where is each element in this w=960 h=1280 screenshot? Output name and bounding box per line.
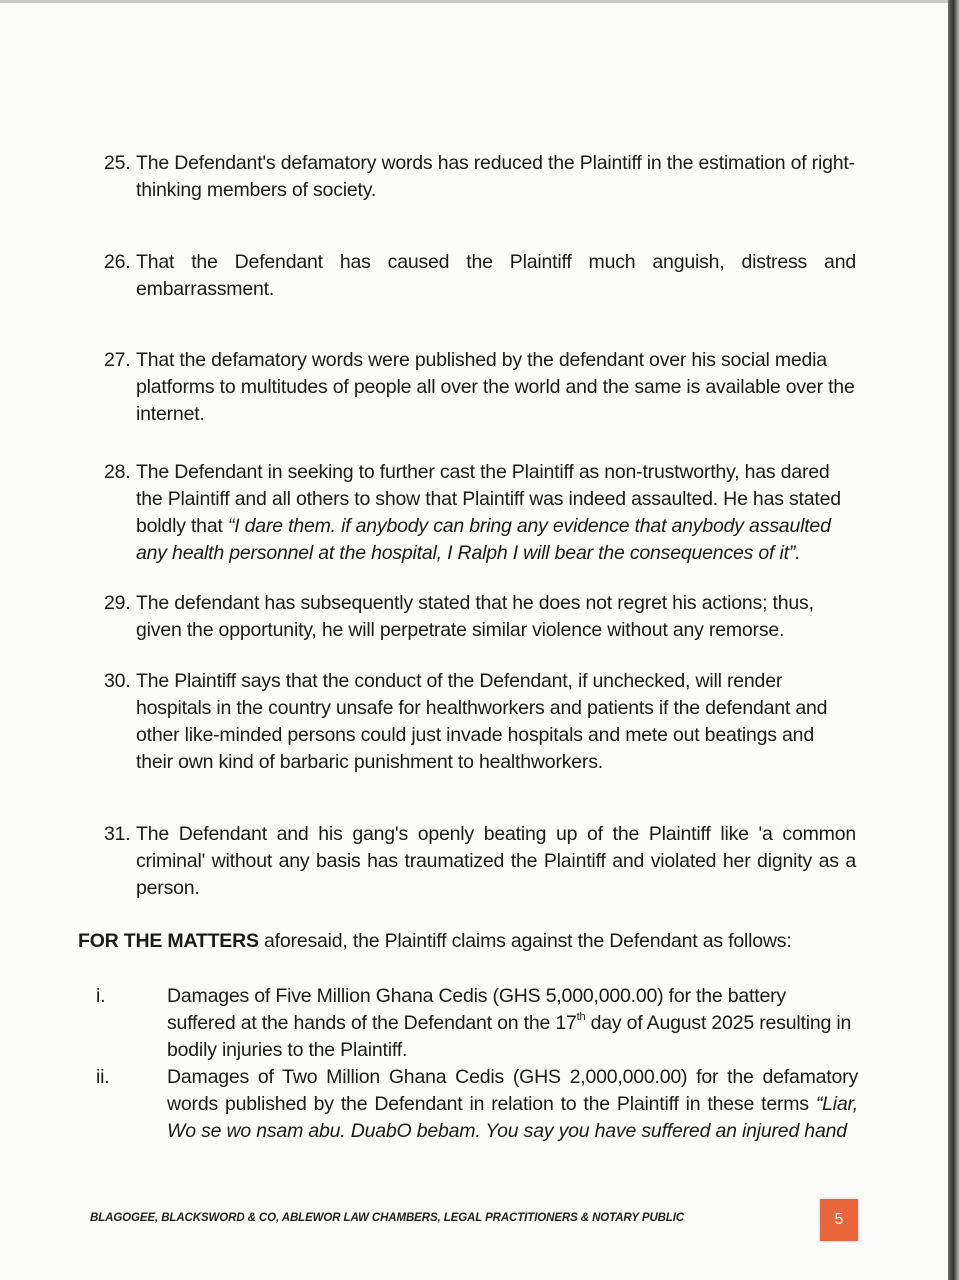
footer-firm-name: BLAGOGEE, BLACKSWORD & CO, ABLEWOR LAW CHAMBERS, LEGAL PRACTITIONERS & NOTARY PUBLIC — [90, 1212, 685, 1224]
paragraph-30 — [104, 668, 856, 776]
ordinal-suffix: th — [576, 1010, 586, 1023]
claims-intro-bold: FOR THE MATTERS — [78, 930, 259, 952]
paragraph-text: The defendant has subsequently stated that he does not regret his actions; thus, given the opportunity, he will perpetrate similar violence without any remorse. — [136, 592, 814, 641]
quoted-statement: “I dare them. if anybody can bring any evidence that anybody assaulted any health personnel at the hospital, I Ralph I will bear the consequences of it”. — [136, 515, 831, 564]
paragraph-number: 26. — [104, 251, 131, 273]
paragraph-text: The Defendant's defamatory words has reduced the Plaintiff in the estimation of right-thinking members of society. — [136, 152, 855, 201]
claim-text-part: Damages of Five Million Ghana Cedis (GHS 5,000,000.00) for the battery suffered at the hands of the Defendant on the 17 — [167, 985, 786, 1034]
paragraph-text: The Plaintiff says that the conduct of the Defendant, if unchecked, will render hospitals in the country unsafe for healthworkers and patients if the defendant and other like-minded persons could just invade hospitals and mete out beatings and their own kind of barbaric punishment to healthworkers. — [136, 670, 828, 773]
claim-number: i. — [96, 985, 106, 1007]
claim-text-part: day of August 2025 resulting in bodily injuries to the Plaintiff. — [167, 1012, 852, 1061]
quoted-statement: “Liar, Wo se wo nsam abu. DuabO bebam. You say you have suffered an injured hand — [167, 1093, 858, 1142]
paragraph-26 — [104, 249, 856, 303]
paragraph-31 — [104, 821, 856, 902]
paragraph-text-plain: The Defendant in seeking to further cast the Plaintiff as non-trustworthy, has dared the Plaintiff and all others to show that Plaintiff was indeed assaulted. He has stated boldly that — [136, 461, 841, 537]
paragraph-number: 29. — [104, 592, 131, 614]
page-binding-edge — [948, 0, 960, 1280]
paragraph-number: 25. — [104, 152, 131, 174]
paragraph-text: That the Defendant has caused the Plaintiff much anguish, distress and embarrassment. — [136, 251, 856, 300]
paragraph-number: 31. — [104, 823, 131, 845]
claims-introduction — [78, 928, 878, 955]
claim-text-part: Damages of Two Million Ghana Cedis (GHS 2,000,000.00) for the defamatory words published by the Defendant in relation to the Plaintiff in these terms — [167, 1066, 858, 1115]
paragraph-28 — [104, 459, 856, 567]
claim-number: ii. — [96, 1066, 110, 1088]
paragraph-text — [136, 459, 856, 567]
paragraph-27 — [104, 347, 856, 428]
paragraph-number: 27. — [104, 349, 131, 371]
claim-ii — [96, 1064, 858, 1145]
paragraph-29 — [104, 590, 856, 644]
claim-text — [167, 983, 858, 1064]
paragraph-number: 30. — [104, 670, 131, 692]
paragraph-text: The Defendant and his gang's openly beating up of the Plaintiff like 'a common criminal' without any basis has traumatized the Plaintiff and violated her dignity as a person. — [136, 823, 856, 899]
paragraph-25 — [104, 150, 856, 204]
page-number-badge: 5 — [820, 1199, 858, 1241]
top-edge-line — [0, 0, 948, 3]
paragraph-text: That the defamatory words were published by the defendant over his social media platforms to multitudes of people all over the world and the same is available over the internet. — [136, 349, 855, 425]
claim-i — [96, 983, 858, 1064]
paragraph-number: 28. — [104, 461, 131, 483]
claims-intro-text: aforesaid, the Plaintiff claims against the Defendant as follows: — [258, 930, 792, 952]
claim-text — [167, 1064, 858, 1145]
